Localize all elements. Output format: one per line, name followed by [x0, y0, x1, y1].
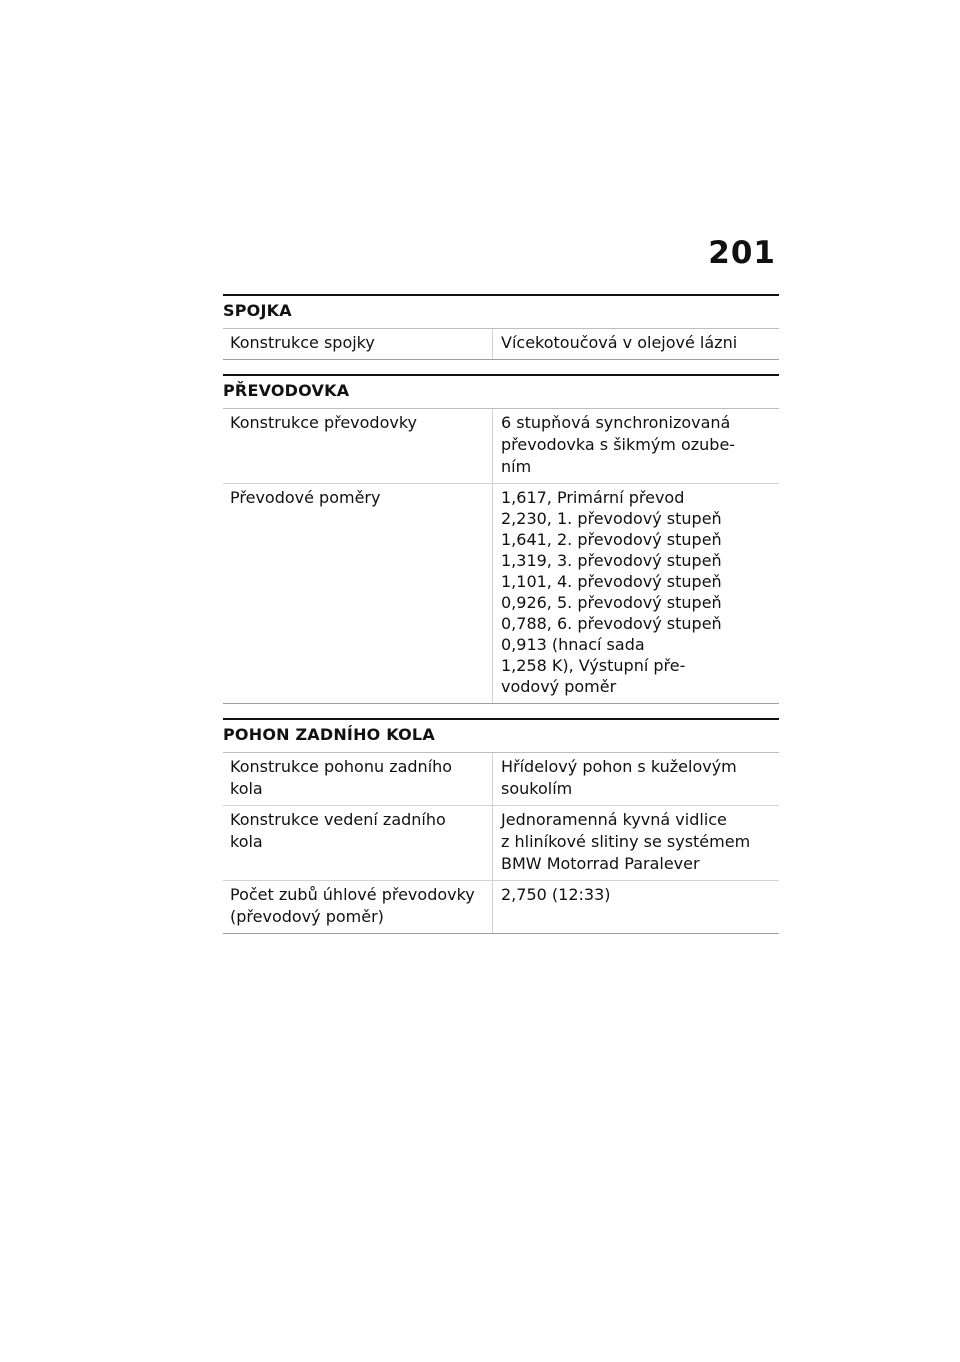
section-rear-wheel-drive [223, 718, 779, 934]
spec-content [223, 294, 779, 934]
spec-value: 6 stupňová synchronizovaná převodovka s šikmým ozube- ním [501, 413, 736, 476]
spec-value: Vícekotoučová v olejové lázni [501, 333, 738, 352]
spec-row [223, 329, 779, 360]
spec-label: Konstrukce spojky [223, 329, 493, 359]
section-title-rear-wheel-drive: POHON ZADNÍHO KOLA [223, 718, 779, 752]
spec-label: Konstrukce převodovky [223, 409, 493, 483]
spec-row [223, 881, 779, 934]
spec-value: 2,750 (12:33) [501, 885, 611, 904]
spec-label: Konstrukce vedení zadního kola [223, 806, 493, 880]
section-title-gearbox: PŘEVODOVKA [223, 374, 779, 408]
spec-row [223, 806, 779, 881]
spec-value: 1,617, Primární převod 2,230, 1. převodový stupeň 1,641, 2. převodový stupeň 1,319, 3. převodový stupeň 1,101, 4. převodový stupeň 0,926, 5. převodový stupeň 0,788, 6. převodový stupeň 0,913 (hnací sada 1,258 K), Výstupní pře- vodový poměr [501, 488, 722, 696]
section-clutch [223, 294, 779, 360]
page-number: 201 [708, 235, 776, 271]
spec-label: Převodové poměry [223, 484, 493, 703]
spec-table-gearbox [223, 408, 779, 704]
spec-value: Hřídelový pohon s kuželovým soukolím [501, 757, 737, 798]
spec-value: Jednoramenná kyvná vidlice z hliníkové slitiny se systémem BMW Motorrad Paralever [501, 810, 751, 873]
spec-label: Počet zubů úhlové převodovky (převodový poměr) [223, 881, 493, 933]
spec-row [223, 484, 779, 704]
section-title-clutch: SPOJKA [223, 294, 779, 328]
spec-table-rear-wheel-drive [223, 752, 779, 934]
spec-label: Konstrukce pohonu zadního kola [223, 753, 493, 805]
spec-table-clutch [223, 328, 779, 360]
section-gearbox [223, 374, 779, 704]
spec-row [223, 409, 779, 484]
spec-row [223, 753, 779, 806]
